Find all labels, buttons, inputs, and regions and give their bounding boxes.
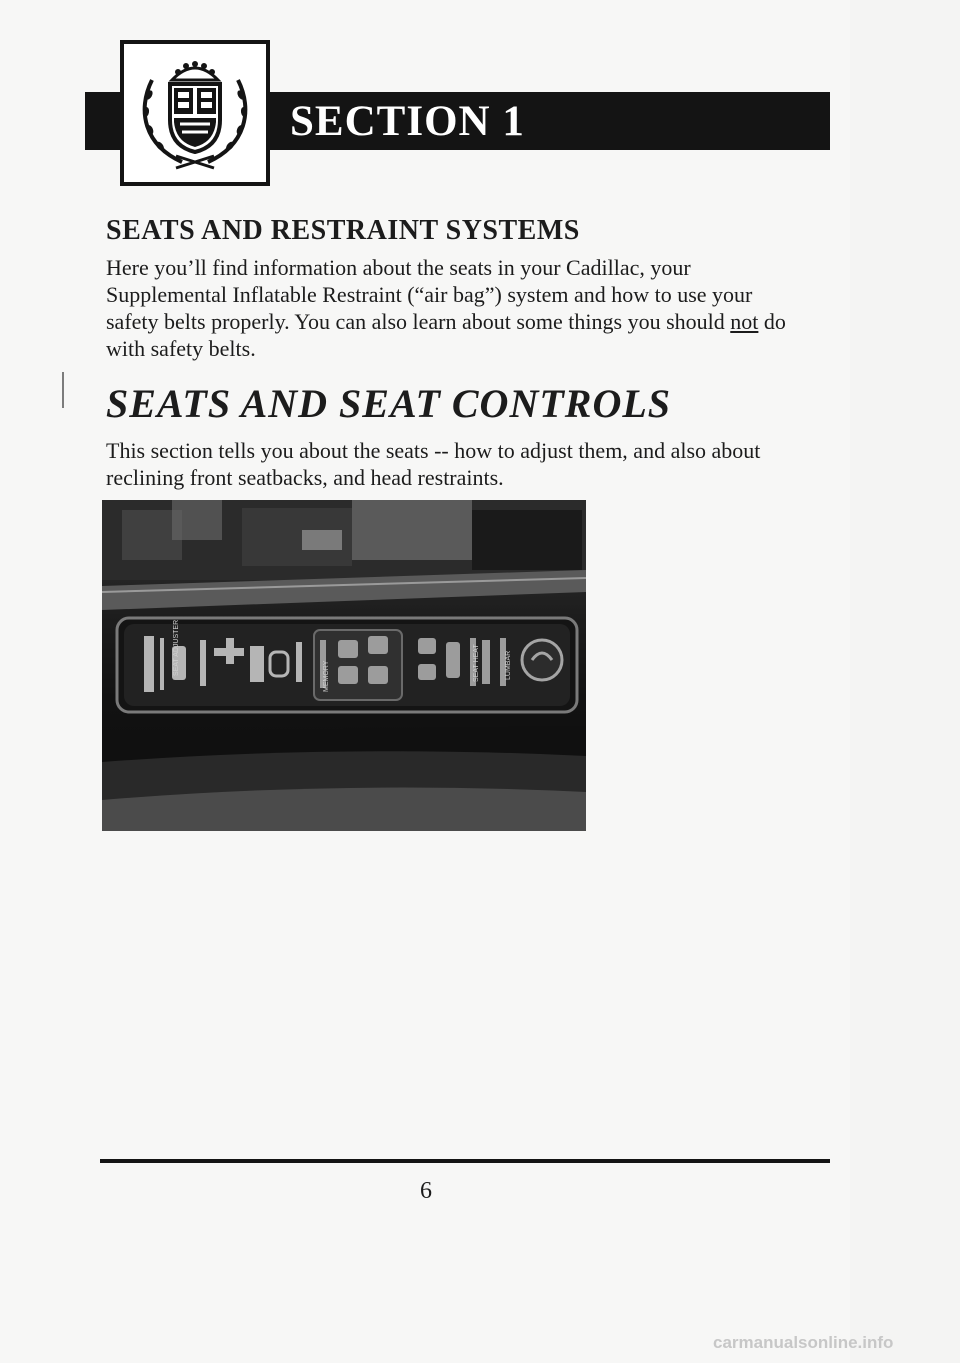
seat-control-panel-illustration (102, 500, 586, 831)
cadillac-crest-icon (132, 50, 258, 178)
section-title: SECTION 1 (290, 98, 525, 145)
footer-rule (100, 1159, 830, 1163)
crest-emblem (120, 40, 270, 186)
watermark-text: carmanualsonline.info (713, 1333, 894, 1352)
seat-controls-paragraph: This section tells you about the seats -- how to adjust them, and also about reclining front seatbacks, and head restraints. (106, 438, 761, 490)
photo-label-lumbar: LUMBAR (505, 650, 512, 680)
intro-text-part-2: do with safety belts. (106, 309, 786, 361)
photo-label-memory: MEMORY (323, 660, 330, 692)
intro-underlined-word: not (730, 309, 759, 334)
seat-control-panel-photo (102, 500, 586, 831)
photo-label-seat-adjuster: SEAT ADJUSTER (173, 619, 180, 676)
page-number: 6 (420, 1178, 432, 1204)
photo-label-seat-heat: SEAT HEAT (473, 644, 480, 682)
intro-paragraph (106, 254, 806, 362)
margin-revision-bar (62, 372, 64, 408)
heading-seats-and-seat-controls: SEATS AND SEAT CONTROLS (106, 381, 672, 426)
intro-text-part-1: Here you’ll find information about the seats in your Cadillac, your Supplemental Inflatable Restraint (“air bag”) system and how to use your safety belts properly. You can also learn about some things you should (106, 255, 753, 334)
heading-seats-and-restraint-systems: SEATS AND RESTRAINT SYSTEMS (106, 215, 580, 246)
